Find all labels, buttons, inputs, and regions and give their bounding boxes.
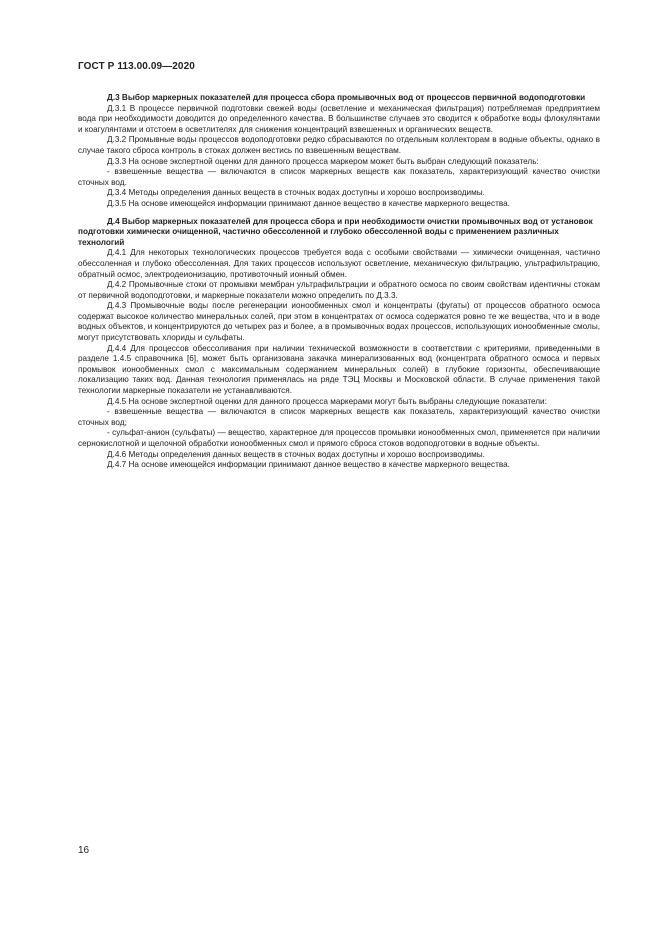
paragraph-d4-1: Д.4.1 Для некоторых технологических процессов требуется вода с особыми свойствами — химически очищенная, частично обессоленная и глубоко обессоленная. Для таких процессов используют осветление, механическую фильтрацию, ультрафильтрацию, обратный осмос, электродеионизацию, противоточный ионный обмен.: [78, 248, 600, 279]
paragraph-d3-3: Д.3.3 На основе экспертной оценки для данного процесса маркером может быть выбран следующий показатель:: [107, 156, 539, 166]
paragraph-d4-7: Д.4.7 На основе имеющейся информации принимают данное вещество в качестве маркерного вещества.: [107, 460, 510, 470]
paragraph-d3-5: Д.3.5 На основе имеющейся информации принимают данное вещество в качестве маркерного вещества.: [107, 198, 510, 208]
paragraph-d4-2: Д.4.2 Промывочные стоки от промывки мембран ультрафильтрации и обратного осмоса по своим свойствам идентичны стокам от первичной водоподготовки, и маркерные показатели можно определить по Д.3.3.: [78, 280, 600, 300]
page-body: [78, 93, 600, 471]
paragraph-d4-3: Д.4.3 Промывочные воды после регенерации ионообменных смол и концентраты (фугаты) от процессов обратного осмоса содержат высокое количество минеральных солей, при этом в концентратах от осмоса содержатся ровно те же вещества, что и в воде водных объектов, и концентрируются до четырех раз и более, а в промывочных водах процессов, использующих ионообменные смолы, могут присутствовать хлориды и сульфаты.: [78, 301, 600, 343]
section-d4-heading: Д.4 Выбор маркерных показателей для процесса сбора и при необходимости очистки промывочных вод от установок подготовки химически очищенной, частично обессоленной и глубоко обессоленной воды с применением различных технологий: [78, 216, 593, 247]
list-item-suspended-solids-d4: - взвешенные вещества — включаются в список маркерных веществ как показатель, характеризующий качество очистки сточных вод;: [78, 407, 600, 427]
paragraph-d4-4: Д.4.4 Для процессов обессоливания при наличии технической возможности в соответствии с критериями, приведенными в разделе 1.4.5 справочника [6], может быть организована закачка минерализованных вод (концентрата обратного осмоса и первых промывок ионообменных смол с максимальным содержанием минеральных солей) в глубокие горизонты, обеспечивающие локализацию таких вод. Данная технология применялась на ряде ТЭЦ Москвы и Московской области. В случае применения такой технологии маркерные показатели не устанавливаются.: [78, 343, 600, 396]
paragraph-d4-6: Д.4.6 Методы определения данных веществ в сточных водах доступны и хорошо воспроизводимы.: [107, 449, 485, 459]
document-header: ГОСТ Р 113.00.09—2020: [78, 61, 195, 72]
paragraph-d3-2: Д.3.2 Промывные воды процессов водоподготовки редко сбрасываются по отдельным коллекторам в водные объекты, однако в случае такого сброса контроль в стоках должен вестись по взвешенным веществам.: [78, 135, 600, 155]
section-d3-heading: Д.3 Выбор маркерных показателей для процесса сбора промывочных вод от процессов первичной водоподготовки: [107, 93, 586, 102]
list-item-sulfate-anion: - сульфат-анион (сульфаты) — вещество, характерное для процессов промывки ионообменных смол, применяется при наличии сернокислотной и щелочной обработки ионообменных смол и прямого сброса стоков водоподготовки в водные объекты.: [78, 428, 600, 448]
list-item-suspended-solids: - взвешенные вещества — включаются в список маркерных веществ как показатель, характеризующий качество очистки сточных вод.: [78, 167, 600, 187]
paragraph-d4-5: Д.4.5 На основе экспертной оценки для данного процесса маркерами могут быть выбраны следующие показатели:: [107, 396, 547, 406]
paragraph-d3-1: Д.3.1 В процессе первичной подготовки свежей воды (осветление и механическая фильтрация) потребляемая предприятием вода при необходимости доводится до определенного качества. В большинстве случаев это сводится к обработке воды флокулянтами и коагулянтами и отстоем в осветлителях для снижения концентраций взвешенных и органических веществ.: [78, 103, 600, 134]
paragraph-d3-4: Д.3.4 Методы определения данных веществ в сточных водах доступны и хорошо воспроизводимы.: [107, 188, 485, 198]
page-number: 16: [78, 845, 90, 856]
